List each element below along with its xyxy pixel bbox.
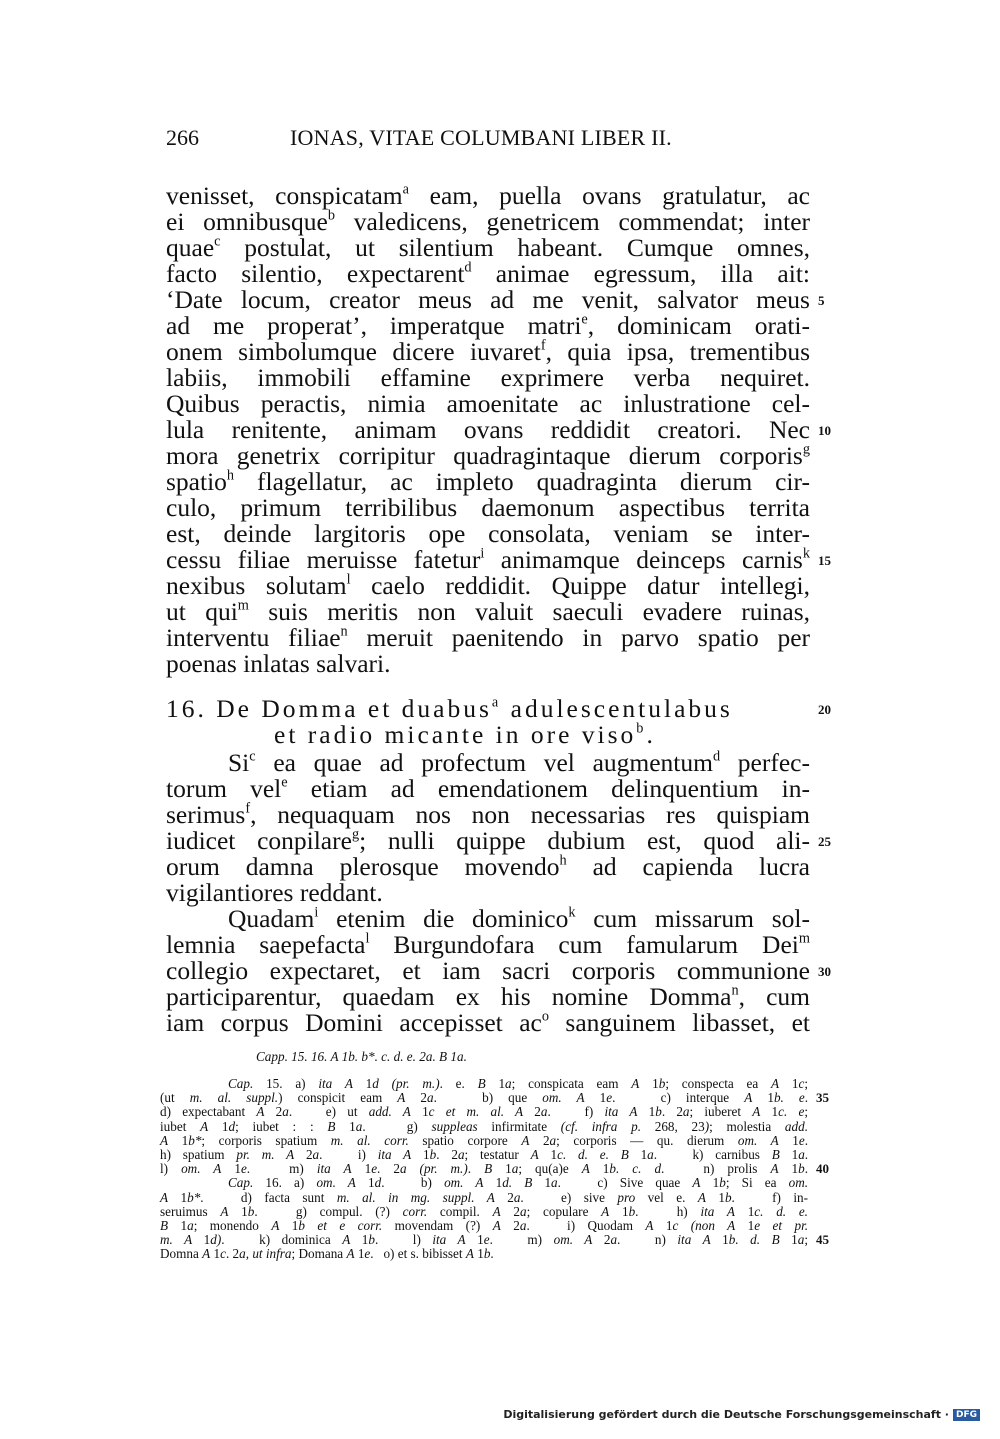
footnote-line: A 1b*; corporis spatium m. al. corr. spatio corpore A 2a; corporis — qu. dierum om. A 1e.	[160, 1132, 809, 1148]
main-text-block-2	[166, 748, 831, 1037]
digitization-footer	[503, 1408, 980, 1421]
line-number: 30	[818, 964, 831, 979]
text-line: nexibus solutam$^l$ caelo reddidit. Quippe datur intellegi,	[166, 571, 810, 600]
text-line: venisset, conspicatam$^a$ eam, puella ovans gratulatur, ac	[166, 181, 810, 210]
text-line: torum vel$^e$ etiam ad emendationem delinquentium in-	[166, 774, 810, 803]
footnote-line: B 1a; monendo A 1b et e corr. movendam (?) A 2a. i) Quodam A 1c (non A 1e et pr.	[160, 1217, 809, 1233]
footnote-line: m. A 1d). k) dominica A 1b. l) ita A 1e. m) om. A 2a. n) ita A 1b. d. B 1a; 45	[160, 1232, 829, 1248]
chapter-heading-line1: 16. De Domma et duabus	[166, 694, 492, 723]
text-line: ad me properat’, imperatque matri$^e$, dominicam orati-	[166, 311, 810, 340]
footnotes	[160, 1076, 829, 1262]
text-line: vigilantiores reddant.	[166, 878, 383, 907]
footnote-line: h) spatium pr. m. A 2a. i) ita A 1b. 2a; testatur A 1c. d. e. B 1a. k) carnibus B 1a.	[160, 1146, 809, 1162]
text-line: collegio expectaret, et iam sacri corporis communione 30	[166, 956, 831, 985]
text-line: lemnia saepefacta$^l$ Burgundofara cum famularum Dei$^m$	[166, 930, 810, 959]
text-line: labiis, immobili effamine exprimere verba nequiret.	[166, 363, 810, 392]
text-line: culo, primum terribilibus daemonum aspectibus territa	[166, 493, 810, 522]
running-title: IONAS, VITAE COLUMBANI LIBER II.	[290, 125, 672, 150]
footnote-line-number: 40	[816, 1161, 829, 1177]
text-line: quae$^c$ postulat, ut silentium habeant. Cumque omnes,	[166, 233, 810, 262]
line-number: 25	[818, 834, 831, 849]
footnote-line: l) om. A 1e. m) ita A 1e. 2a (pr. m.). B 1a; qu(a)e A 1b. c. d. n) prolis A 1b. 40	[160, 1161, 829, 1177]
footnote-line: A 1b*. d) facta sunt m. al. in mg. suppl. A 2a. e) sive pro vel e. A 1b. f) in-	[160, 1189, 809, 1205]
footnote-line: iubet A 1d; iubet : : B 1a. g) suppleas infirmitate (cf. infra p. 268, 23); molestia add.	[160, 1118, 808, 1134]
text-line: Quadam$^i$ etenim die dominico$^k$ cum missarum sol-	[228, 904, 810, 933]
footnote-line: seruimus A 1b. g) compul. (?) corr. compil. A 2a; copulare A 1b. h) ita A 1c. d. e.	[160, 1203, 808, 1219]
text-line: Quibus peractis, nimia amoenitate ac inlustratione cel-	[166, 389, 810, 418]
capp-note: Capp. 15. 16. A 1b. b*. c. d. e. 2a. B 1a.	[256, 1049, 467, 1064]
text-line: cessu filiae meruisse fatetur$^i$ animamque deinceps carnis$^k$ 15	[166, 545, 831, 574]
chapter-heading: 16. De Domma et duabus$^a$ adulescentulabus 20 et radio micante in ore viso$^b$.	[166, 694, 831, 749]
footnote-line-number: 45	[816, 1232, 829, 1248]
main-text-block-1	[166, 181, 831, 678]
chapter-heading-line2: et radio micante in ore viso	[274, 720, 637, 749]
footnote-line-number: 35	[816, 1090, 829, 1106]
running-header	[0, 125, 1000, 157]
text-line: orum damna plerosque movendo$^h$ ad capienda lucra	[166, 852, 810, 881]
line-number: 5	[818, 293, 825, 308]
text-line: mora genetrix corripitur quadragintaque dierum corporis$^g$	[166, 441, 810, 470]
text-line: interventu filiae$^n$ meruit paenitendo in parvo spatio per	[166, 623, 811, 652]
line-number: 15	[818, 553, 831, 568]
line-number: 20	[818, 702, 831, 717]
text-line: ei omnibusque$^b$ valedicens, genetricem commendat; inter	[166, 207, 810, 236]
dfg-logo-icon: DFG	[953, 1409, 980, 1421]
footer-text: Digitalisierung gefördert durch die Deutsche Forschungsgemeinschaft ·	[503, 1408, 949, 1421]
text-line: Si$^c$ ea quae ad profectum vel augmentum$^d$ perfec-	[228, 748, 810, 777]
footnote-line: Cap. 16. a) om. A 1d. b) om. A 1d. B 1a. c) Sive quae A 1b; Si ea om.	[228, 1175, 809, 1191]
text-line: poenas inlatas salvari.	[166, 649, 391, 678]
footnote-line: Cap. 15. a) ita A 1d (pr. m.). e. B 1a; conspicata eam A 1b; conspecta ea A 1c;	[228, 1076, 808, 1091]
text-line: serimus$^f$, nequaquam nos non necessarias res quispiam	[166, 800, 810, 829]
text-line: ‘Date locum, creator meus ad me venit, salvator meus 5	[166, 285, 825, 314]
footnote-line: Domna A 1c. 2a, ut infra; Domana A 1e. o) et s. bibisset A 1b.	[160, 1246, 494, 1262]
footnote-line: d) expectabant A 2a. e) ut add. A 1c et m. al. A 2a. f) ita A 1b. 2a; iuberet A 1c. e;	[160, 1104, 808, 1120]
text-line: lula renitente, animam ovans reddidit creatori. Nec 10	[166, 415, 831, 444]
text-line: facto silentio, expectarent$^d$ animae egressum, illa ait:	[166, 259, 811, 288]
text-line: iam corpus Domini accepisset $ac^o$ sanguinem libasset, et	[166, 1008, 811, 1037]
text-line: participarentur, quaedam ex his nomine Domma$^n$, cum	[166, 982, 810, 1011]
footnote-line: (ut m. al. suppl.) conspicit eam A 2a. b) que om. A 1e. c) interque A 1b. e. 35	[160, 1090, 829, 1106]
text-line: spatio$^h$ flagellatur, ac impleto quadraginta dierum cir-	[166, 467, 810, 496]
text-line: iudicet conpilare$^g$; nulli quippe dubium est, quod ali- 25	[166, 826, 831, 855]
line-number: 10	[818, 423, 831, 438]
text-line: ut qui$^m$ suis meritis non valuit saeculi evadere ruinas,	[166, 597, 810, 626]
text-line: onem simbolumque dicere iuvaret$^f$, quia ipsa, trementibus	[166, 337, 811, 366]
text-line: est, deinde largitoris ope consolata, veniam se inter-	[166, 519, 810, 548]
page-number: 266	[166, 125, 199, 150]
